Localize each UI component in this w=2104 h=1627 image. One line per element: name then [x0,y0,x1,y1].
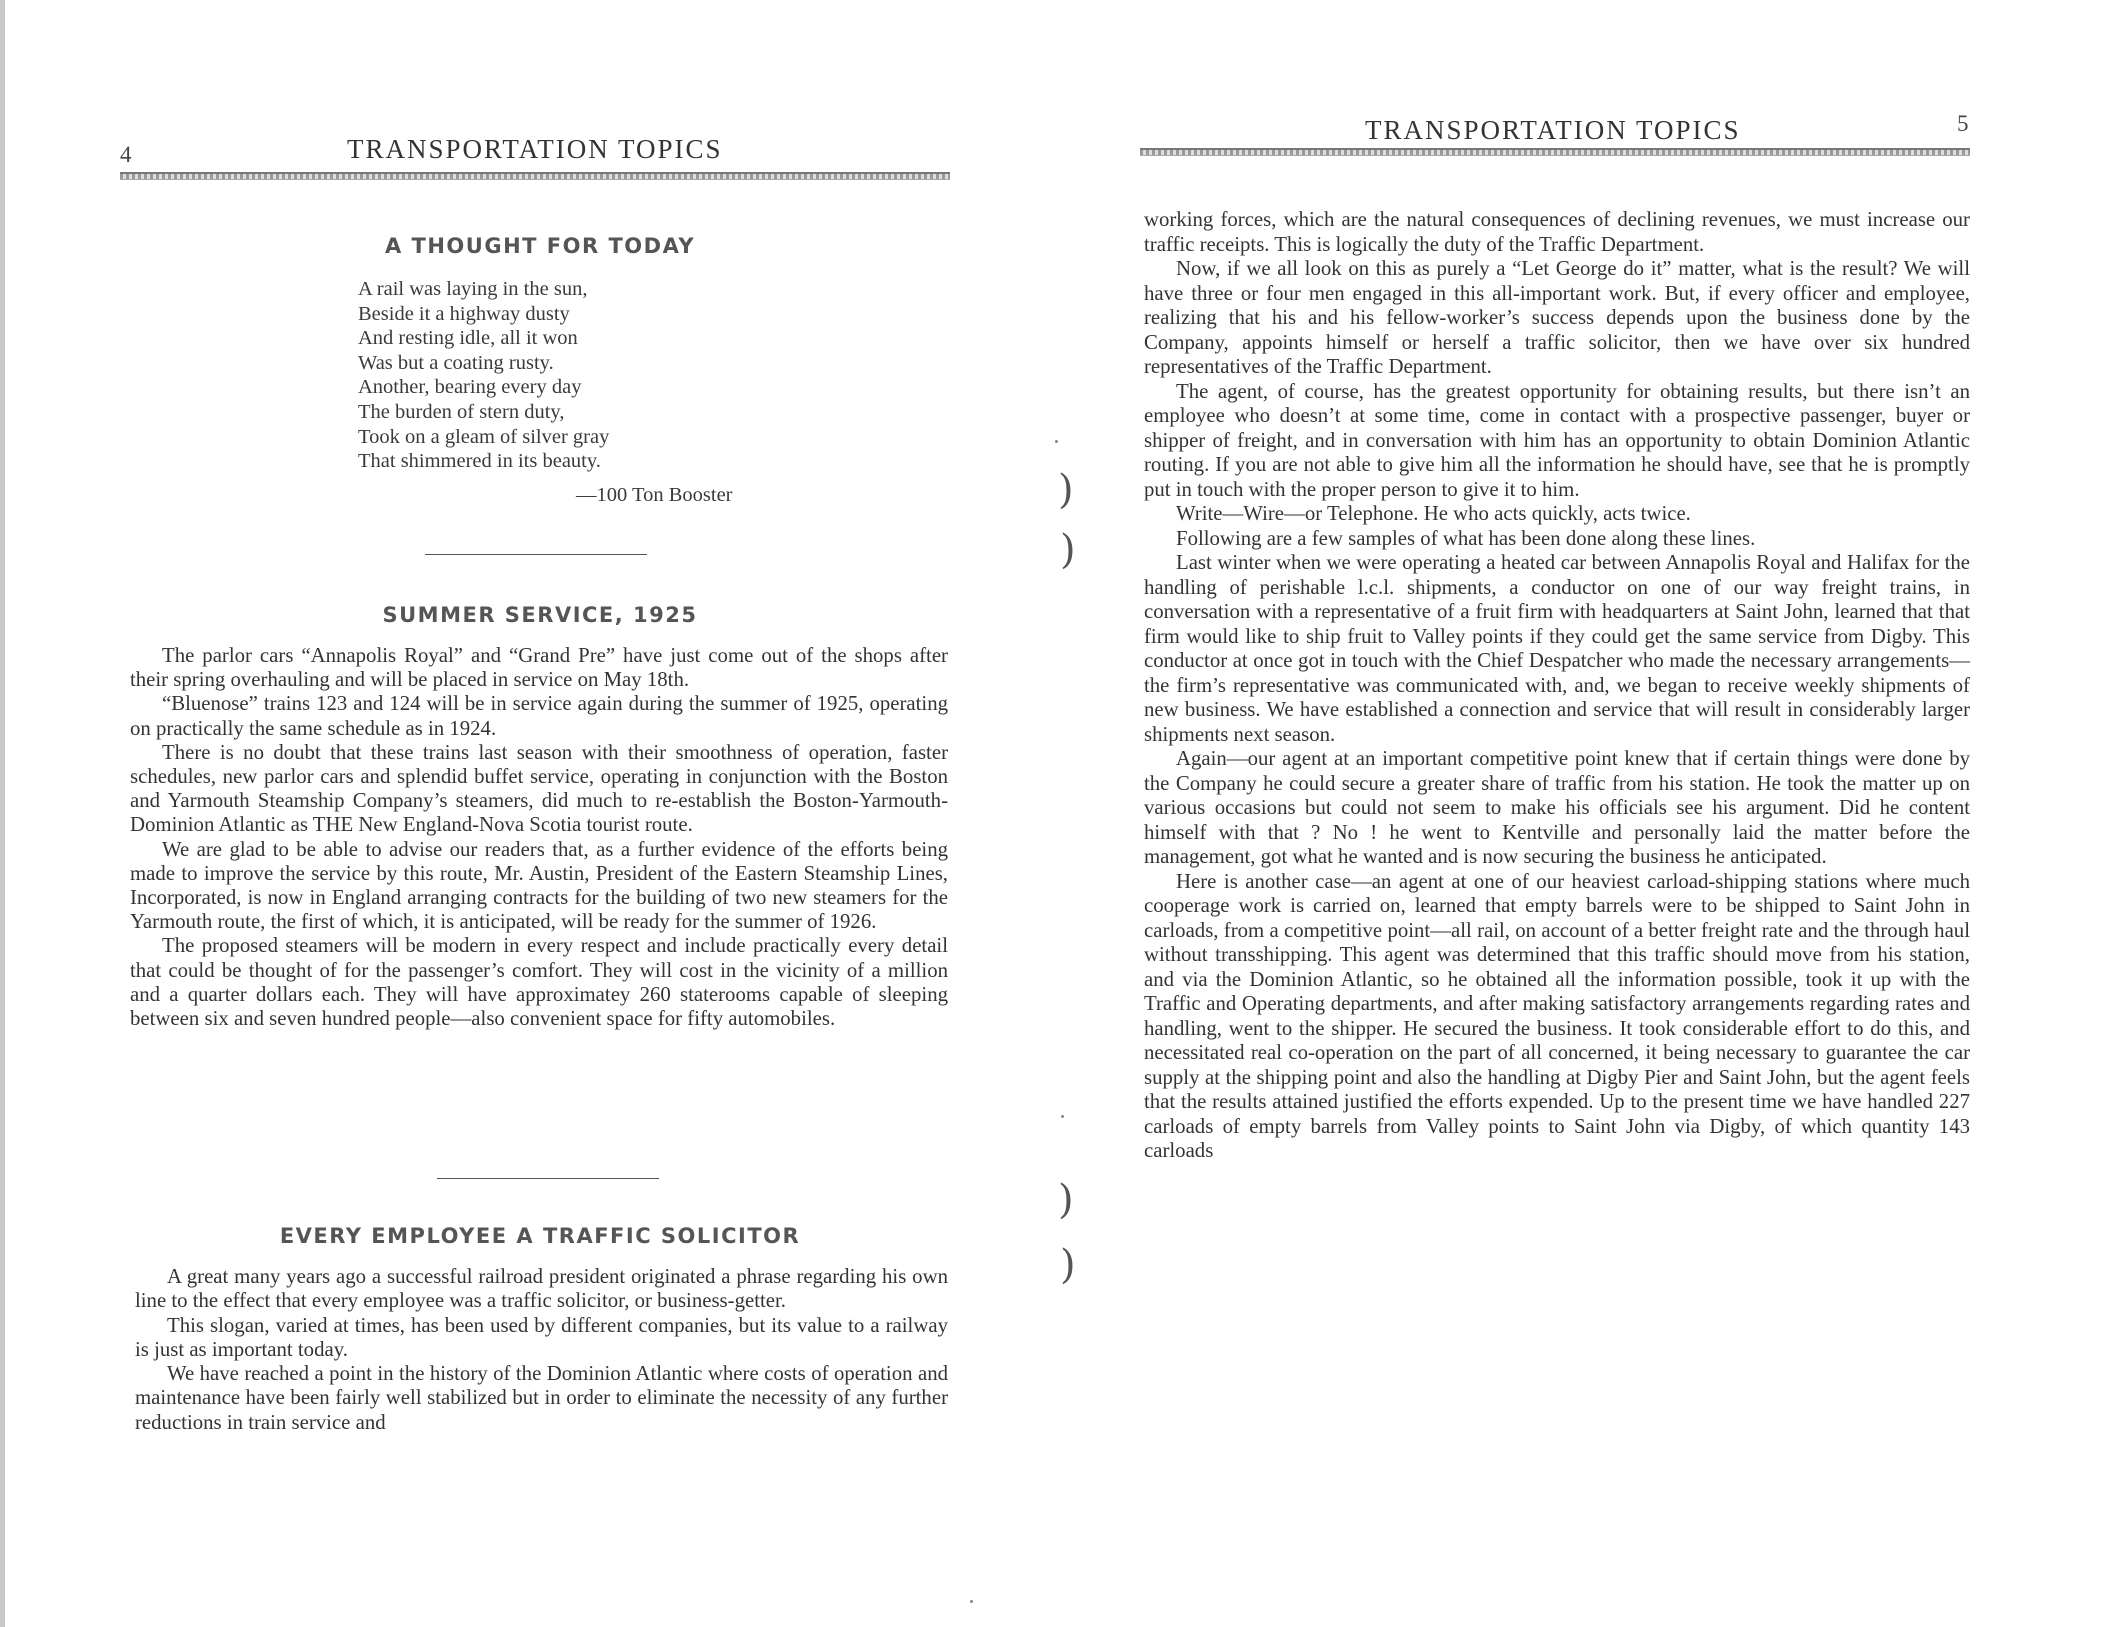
paragraph: Here is another case—an agent at one of our heaviest carload-shipping stations where much cooperage work is carried on, learned that empty barrels were to be shipped to Saint John in carloads, from a competitive point—all rail, on account of a better freight rate and the through haul without transshipping. This agent was determined that this traffic should move from his station, and via the Dominion Atlantic, so he obtained all the information possible, took it up with the Traffic and Operating departments, and after making satisfactory arrangements regarding rates and handling, went to the shipper. He secured the business. It took considerable effort to do this, and necessitated real co-operation on the part of all concerned, it being necessary to guarantee the car supply at the shipping point and also the handling at Digby Pier and Saint John, but the agent feels that the results attained justified the efforts expended. Up to the present time we have handled 227 carloads of empty barrels from Valley points to Saint John via Digby, of which quantity 143 carloads [1144,869,1970,1162]
article-heading-summer: SUMMER SERVICE, 1925 [382,603,698,627]
gutter-mark: ) [1058,467,1074,513]
poem-line: Took on a gleam of silver gray [358,425,610,448]
paragraph: Last winter when we were operating a heated car between Annapolis Royal and Halifax for the handling of perishable l.c.l. shipments, a conductor on one of our way freight trains, in conversation with a representative of a fruit firm with headquarters at Saint John, learned that that firm would like to ship fruit to Valley points if they could get the same service from Digby. This conductor at once got in touch with the Chief Despatcher who made the necessary arrangements—the firm’s representative was communicated with, and, we began to receive weekly shipments of new business. We have established a connection and service that will result in considerably larger shipments next season. [1144,551,1970,746]
paragraph: “Bluenose” trains 123 and 124 will be in service again during the summer of 1925, operating on practically the same schedule as in 1924. [130,692,948,740]
poem-line: A rail was laying in the sun, [358,278,588,300]
paragraph: There is no doubt that these trains last season with their smoothness of operation, faster schedules, new parlor cars and splendid buffet service, operating in conjunction with the Boston and Yarmouth Steamship Company’s steamers, did much to re-establish the Boston-Yarmouth-Dominion Atlantic as THE New England-Nova Scotia tourist route. [130,740,948,837]
paragraph: Again—our agent at an important competitive point knew that if certain things were done by the Company he could secure a greater share of traffic from his station. He took the matter up on various occasions but could not seem to make his officials see his argument. Did he content himself with that ? No ! he went to Kentville and personally laid the matter before the management, got what he wanted and is now securing the business he anticipated. [1144,747,1970,868]
gutter-mark: ) [1060,1242,1076,1288]
poem-attribution: —100 Ton Booster [576,484,733,506]
poem-line: That shimmered in its beauty. [358,450,601,473]
page-number: 4 [120,142,132,167]
paragraph: The parlor cars “Annapolis Royal” and “Grand Pre” have just come out of the shops after their spring overhauling and will be placed in service on May 18th. [130,644,948,692]
gutter-mark: ) [1058,1177,1074,1223]
running-head: TRANSPORTATION TOPICS [347,134,723,164]
paragraph: A great many years ago a successful railroad president originated a phrase regarding his own line to the effect that every employee was a traffic solicitor, or business-getter. [135,1265,948,1313]
paragraph: Write—Wire—or Telephone. He who acts quickly, acts twice. [1176,502,1691,525]
running-head: TRANSPORTATION TOPICS [1365,115,1741,145]
paragraph: We have reached a point in the history of the Dominion Atlantic where costs of operation and maintenance have been fairly well stabilized but in order to eliminate the necessity of any further reductions in train service and [135,1362,948,1434]
paragraph: Following are a few samples of what has been done along these lines. [1176,526,1756,550]
poem-line: The burden of stern duty, [358,400,565,423]
paragraph: The agent, of course, has the greatest opportunity for obtaining results, but there isn’t an employee who doesn’t at some time, come in contact with a prospective passenger, buyer or shipper of freight, and in conversation with him has an opportunity to obtain Dominion Atlantic routing. If you are not able to give him all the information he should have, see that he is promptly put in touch with the proper person to give it to him. [1144,379,1970,501]
paragraph: This slogan, varied at times, has been used by different companies, but its value to a railway is just as important today. [135,1313,948,1361]
gutter-mark: ) [1060,527,1076,573]
poem-line: Another, bearing every day [358,376,582,399]
poem-line: And resting idle, all it won [358,327,578,350]
article-body-continued [1144,208,1970,1164]
page-number: 5 [1957,111,1969,136]
scan-speck [1055,440,1058,443]
paragraph: Now, if we all look on this as purely a “Let George do it” matter, what is the result? We will have three or four men engaged in this all-important work. But, if every officer and employee, realizing that his and his fellow-worker’s success depends upon the business done by the Company, appoints himself or herself a traffic solicitor, then we have over six hundred representatives of the Traffic Department. [1144,257,1970,378]
header-rule [1140,148,1970,156]
article-body-solicitor [135,1265,948,1435]
book-spine-edge [0,0,5,1627]
article-heading-solicitor: EVERY EMPLOYEE A TRAFFIC SOLICITOR [279,1224,801,1248]
paragraph: working forces, which are the natural consequences of declining revenues, we must increase our traffic receipts. This is logically the duty of the Traffic Department. [1144,208,1970,256]
section-separator [437,1178,659,1179]
poem-line: Beside it a highway dusty [358,302,570,325]
article-heading-thought: A THOUGHT FOR TODAY [384,234,696,258]
header-rule [120,172,950,180]
section-separator [425,554,647,555]
paragraph: We are glad to be able to advise our readers that, as a further evidence of the efforts being made to improve the service by this route, Mr. Austin, President of the Eastern Steamship Lines, Incorporated, is now in England arranging contracts for the building of two new steamers for the Yarmouth route, the first of which, it is anticipated, will be ready for the summer of 1926. [130,837,948,934]
scan-speck [970,1600,973,1603]
scan-speck [1061,1115,1064,1118]
article-body-summer [130,644,948,1031]
paragraph: The proposed steamers will be modern in every respect and include practically every detail that could be thought of for the passenger’s comfort. They will cost in the vicinity of a million and a quarter dollars each. They will have approximatey 260 staterooms capable of sleeping between six and seven hundred people—also convenient space for fifty automobiles. [130,934,948,1031]
poem [358,277,609,474]
poem-line: Was but a coating rusty. [358,351,554,374]
